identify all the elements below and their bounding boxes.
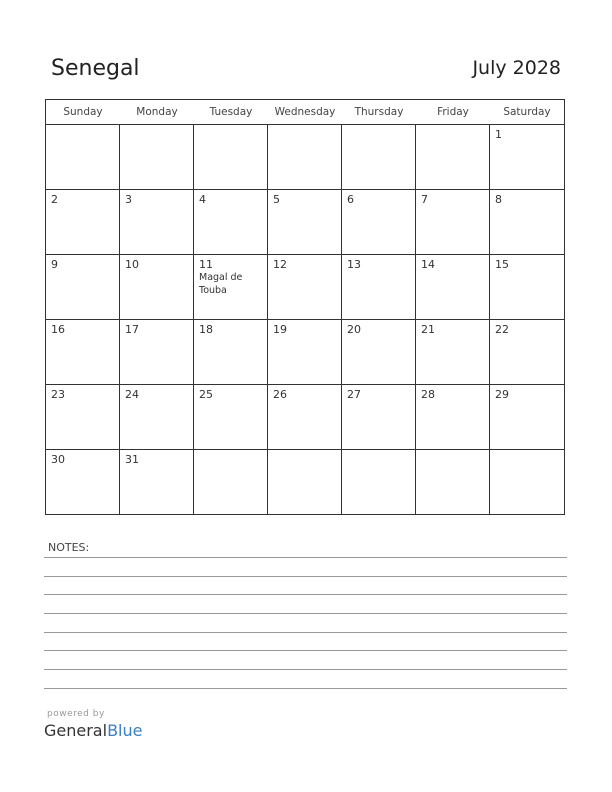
day-number: 5	[273, 193, 280, 206]
day-number: 2	[51, 193, 58, 206]
day-cell[interactable]	[268, 190, 342, 255]
day-number: 9	[51, 258, 58, 271]
day-number: 17	[125, 323, 139, 336]
day-cell[interactable]	[342, 450, 416, 515]
day-number: 10	[125, 258, 139, 271]
day-cell[interactable]	[194, 450, 268, 515]
day-cell[interactable]	[46, 125, 120, 190]
notes-line	[44, 632, 567, 633]
weekday-header-row	[46, 100, 564, 125]
weekday-header: Tuesday	[209, 106, 253, 118]
day-cell[interactable]	[416, 385, 490, 450]
notes-line	[44, 576, 567, 577]
weekday-header: Wednesday	[274, 106, 336, 118]
notes-line	[44, 650, 567, 651]
day-cell[interactable]	[268, 320, 342, 385]
day-cell[interactable]	[46, 385, 120, 450]
day-number: 22	[495, 323, 509, 336]
powered-by-text: powered by	[47, 709, 105, 719]
day-cell[interactable]	[120, 320, 194, 385]
notes-line	[44, 688, 567, 689]
day-number: 11	[199, 258, 213, 271]
notes-line	[44, 669, 567, 670]
weekday-header: Friday	[437, 106, 469, 118]
day-cell[interactable]	[194, 125, 268, 190]
day-cell[interactable]	[342, 190, 416, 255]
day-number: 24	[125, 388, 139, 401]
day-cell[interactable]	[46, 255, 120, 320]
day-number: 31	[125, 453, 139, 466]
day-cell[interactable]	[194, 320, 268, 385]
holiday-label: Magal de Touba	[199, 272, 243, 296]
day-number: 13	[347, 258, 361, 271]
day-number: 23	[51, 388, 65, 401]
day-cell[interactable]	[490, 385, 564, 450]
day-cell[interactable]	[194, 255, 268, 320]
day-cell[interactable]	[416, 320, 490, 385]
day-number: 16	[51, 323, 65, 336]
day-cell[interactable]	[342, 320, 416, 385]
day-cell[interactable]	[268, 125, 342, 190]
brand-logo[interactable]	[44, 721, 142, 740]
day-number: 30	[51, 453, 65, 466]
day-cell[interactable]	[120, 450, 194, 515]
notes-line	[44, 613, 567, 614]
day-number: 7	[421, 193, 428, 206]
weekday-header: Saturday	[503, 106, 551, 118]
day-number: 3	[125, 193, 132, 206]
month-year-title: July 2028	[472, 57, 561, 79]
day-grid	[46, 125, 564, 515]
day-cell[interactable]	[342, 125, 416, 190]
day-cell[interactable]	[268, 255, 342, 320]
day-number: 8	[495, 193, 502, 206]
day-cell[interactable]	[342, 385, 416, 450]
weekday-header: Thursday	[354, 106, 404, 118]
notes-line	[44, 594, 567, 595]
day-cell[interactable]	[120, 385, 194, 450]
day-cell[interactable]	[120, 125, 194, 190]
day-number: 26	[273, 388, 287, 401]
day-number: 19	[273, 323, 287, 336]
day-cell[interactable]	[46, 450, 120, 515]
day-cell[interactable]	[120, 190, 194, 255]
day-number: 25	[199, 388, 213, 401]
day-cell[interactable]	[268, 385, 342, 450]
brand-blue: Blue	[107, 721, 143, 740]
day-number: 18	[199, 323, 213, 336]
day-number: 4	[199, 193, 206, 206]
day-cell[interactable]	[490, 190, 564, 255]
day-number: 15	[495, 258, 509, 271]
day-number: 14	[421, 258, 435, 271]
day-cell[interactable]	[46, 320, 120, 385]
day-number: 1	[495, 128, 502, 141]
day-cell[interactable]	[268, 450, 342, 515]
day-number: 28	[421, 388, 435, 401]
day-number: 20	[347, 323, 361, 336]
weekday-header: Sunday	[63, 106, 103, 118]
notes-label: NOTES:	[48, 541, 90, 554]
brand-general: General	[44, 721, 108, 740]
day-cell[interactable]	[416, 125, 490, 190]
weekday-header: Monday	[136, 106, 178, 118]
notes-line	[44, 557, 567, 558]
day-cell[interactable]	[194, 385, 268, 450]
day-number: 12	[273, 258, 287, 271]
day-number: 6	[347, 193, 354, 206]
day-cell[interactable]	[490, 125, 564, 190]
day-cell[interactable]	[490, 320, 564, 385]
day-cell[interactable]	[46, 190, 120, 255]
day-cell[interactable]	[194, 190, 268, 255]
day-number: 21	[421, 323, 435, 336]
day-cell[interactable]	[416, 450, 490, 515]
day-number: 29	[495, 388, 509, 401]
day-number: 27	[347, 388, 361, 401]
day-cell[interactable]	[416, 255, 490, 320]
day-cell[interactable]	[120, 255, 194, 320]
day-cell[interactable]	[490, 255, 564, 320]
day-cell[interactable]	[416, 190, 490, 255]
calendar-grid	[45, 99, 565, 515]
country-title: Senegal	[51, 56, 140, 81]
day-cell[interactable]	[490, 450, 564, 515]
day-cell[interactable]	[342, 255, 416, 320]
